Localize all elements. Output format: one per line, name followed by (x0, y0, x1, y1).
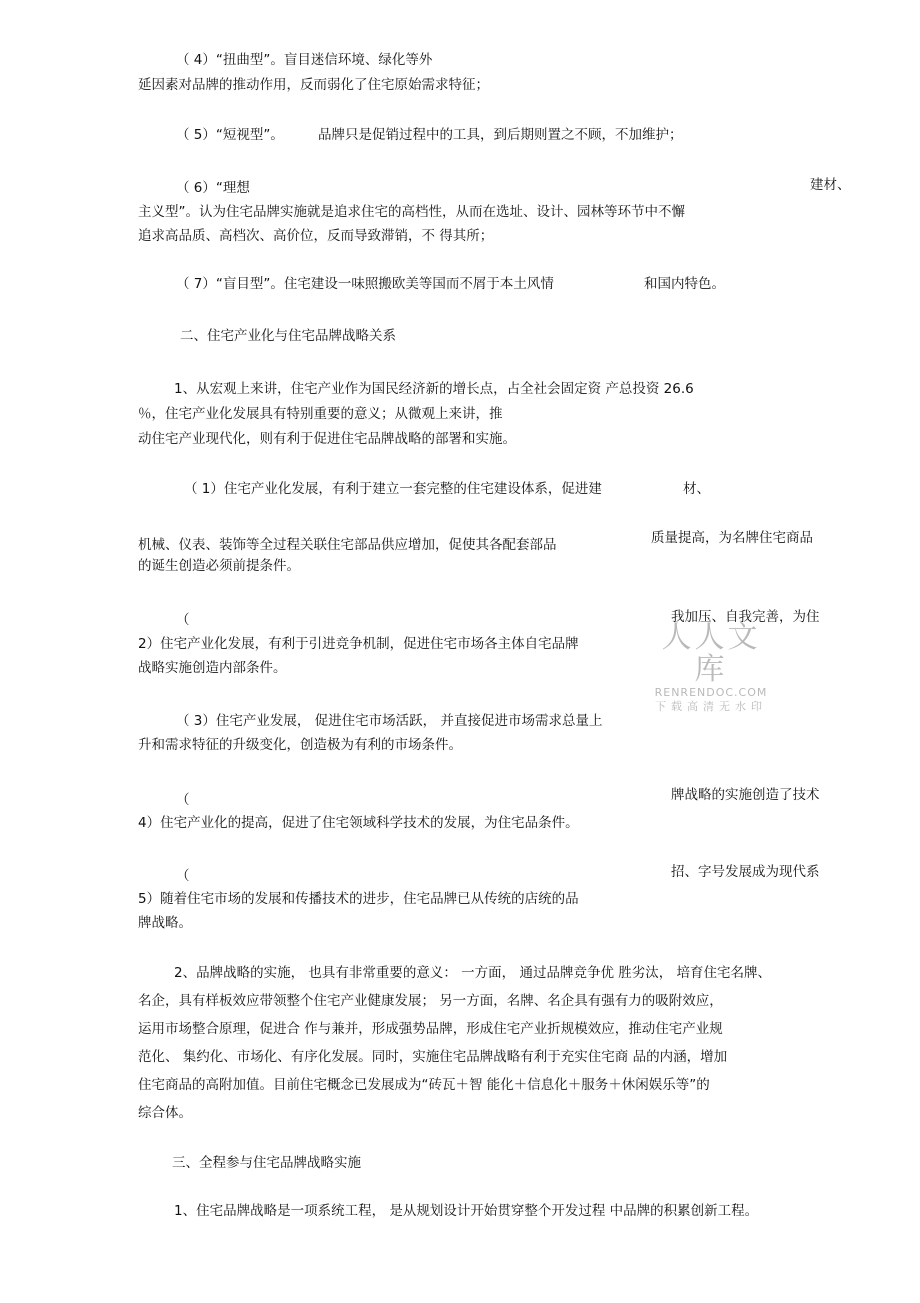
sub-4-paren: （ (176, 792, 190, 808)
watermark-url: RENRENDOC.COM (654, 686, 768, 699)
para-5-text: 品牌只是促销过程中的工具，到后期则置之不顾，不加维护； (318, 127, 683, 143)
para-7-text: （ 7）“盲目型”。住宅建设一味照搬欧美等国而不屑于本土风情 (176, 276, 554, 292)
sub-2-paren: （ (176, 612, 190, 628)
point-2-line-4: 范化、 集约化、市场化、有序化发展。同时，实施住宅品牌战略有利于充实住宅商 品的内涵，增加 (138, 1049, 728, 1065)
point-2-line-5: 住宅商品的高附加值。目前住宅概念已发展成为“砖瓦＋智 能化＋信息化＋服务＋休闲娱乐等”的 (138, 1077, 710, 1093)
point-1-line-1: 1、从宏观上来讲，住宅产业作为国民经济新的增长点，占全社会固定资 产总投资 26.6 (174, 381, 694, 397)
sub-5-line-1: 5）随着住宅市场的发展和传播技术的进步，住宅品牌已从传统的店统的品 (138, 891, 579, 907)
sub-1-line-3: 的诞生创造必须前提条件。 (138, 558, 300, 574)
sub-1-line-2: 机械、仪表、装饰等全过程关联住宅部品供应增加，促使其各配套部品 (138, 537, 557, 553)
sub-2-line-2: 战略实施创造内部条件。 (138, 660, 287, 676)
point-1-line-3: 动住宅产业现代化，则有利于促进住宅品牌战略的部署和实施。 (138, 431, 516, 447)
point-2-line-3: 运用市场整合原理，促进合 作与兼并，形成强势品牌，形成住宅产业折规模效应，推动住宅产业规 (138, 1021, 723, 1037)
sub-1-fragment-2: 质量提高，为名牌住宅商品 (651, 530, 813, 546)
point-2-line-2: 名企，具有样板效应带领整个住宅产业健康发展； 另一方面，名牌、名企具有强有力的吸附效应， (138, 993, 723, 1009)
para-6-line-3: 追求高品质、高档次、高价位，反而导致滞销，不 得其所； (138, 228, 494, 244)
para-5-label: （ 5）“短视型”。 (176, 127, 284, 143)
sub-4-fragment: 牌战略的实施创造了技术 (671, 787, 820, 803)
sub-2-line-1: 2）住宅产业化发展，有利于引进竞争机制，促进住宅市场各主体自宅品牌 (138, 636, 579, 652)
sub-1-line-1: （ 1）住宅产业化发展，有利于建立一套完整的住宅建设体系，促进建 (184, 481, 602, 497)
sub-2-fragment: 我加压、自我完善，为住 (671, 609, 820, 625)
watermark-title: 人人文库 (661, 620, 761, 687)
para-6-fragment: 建材、 (810, 177, 851, 193)
sub-3-line-2: 升和需求特征的升级变化，创造极为有利的市场条件。 (138, 737, 462, 753)
section-3-point-1: 1、住宅品牌战略是一项系统工程， 是从规划设计开始贯穿整个开发过程 中品牌的积累创新工程。 (174, 1203, 759, 1219)
point-2-line-1: 2、品牌战略的实施， 也具有非常重要的意义： 一方面， 通过品牌竞争优 胜劣汰， 培育住宅名牌、 (174, 965, 772, 981)
sub-5-paren: （ (176, 868, 190, 884)
section-2-heading: 二、住宅产业化与住宅品牌战略关系 (180, 328, 396, 344)
sub-5-fragment: 招、字号发展成为现代系 (671, 864, 820, 880)
para-6-line-2: 主义型”。认为住宅品牌实施就是追求住宅的高档性，从而在选址、设计、园林等环节中不懈 (138, 204, 685, 220)
para-6-label: （ 6）“理想 (176, 180, 250, 196)
section-3-heading: 三、全程参与住宅品牌战略实施 (172, 1155, 361, 1171)
point-2-line-6: 综合体。 (138, 1105, 192, 1121)
sub-5-line-2: 牌战略。 (138, 915, 192, 931)
para-4-line-2: 延因素对品牌的推动作用，反而弱化了住宅原始需求特征； (138, 77, 489, 93)
para-7-fragment: 和国内特色。 (644, 276, 725, 292)
sub-1-fragment-1: 材、 (683, 481, 710, 497)
watermark (646, 622, 776, 714)
sub-3-line-1: （ 3）住宅产业发展， 促进住宅市场活跃， 并直接促进市场需求总量上 (176, 713, 603, 729)
point-1-line-2: ％，住宅产业化发展具有特别重要的意义；从微观上来讲，推 (138, 406, 503, 422)
watermark-subtitle: 下载高清无水印 (655, 700, 767, 713)
sub-4-line-1: 4）住宅产业化的提高，促进了住宅领域科学技术的发展，为住宅品条件。 (138, 815, 579, 831)
para-4-line-1: （ 4）“扭曲型”。盲目迷信环境、绿化等外 (176, 52, 433, 68)
